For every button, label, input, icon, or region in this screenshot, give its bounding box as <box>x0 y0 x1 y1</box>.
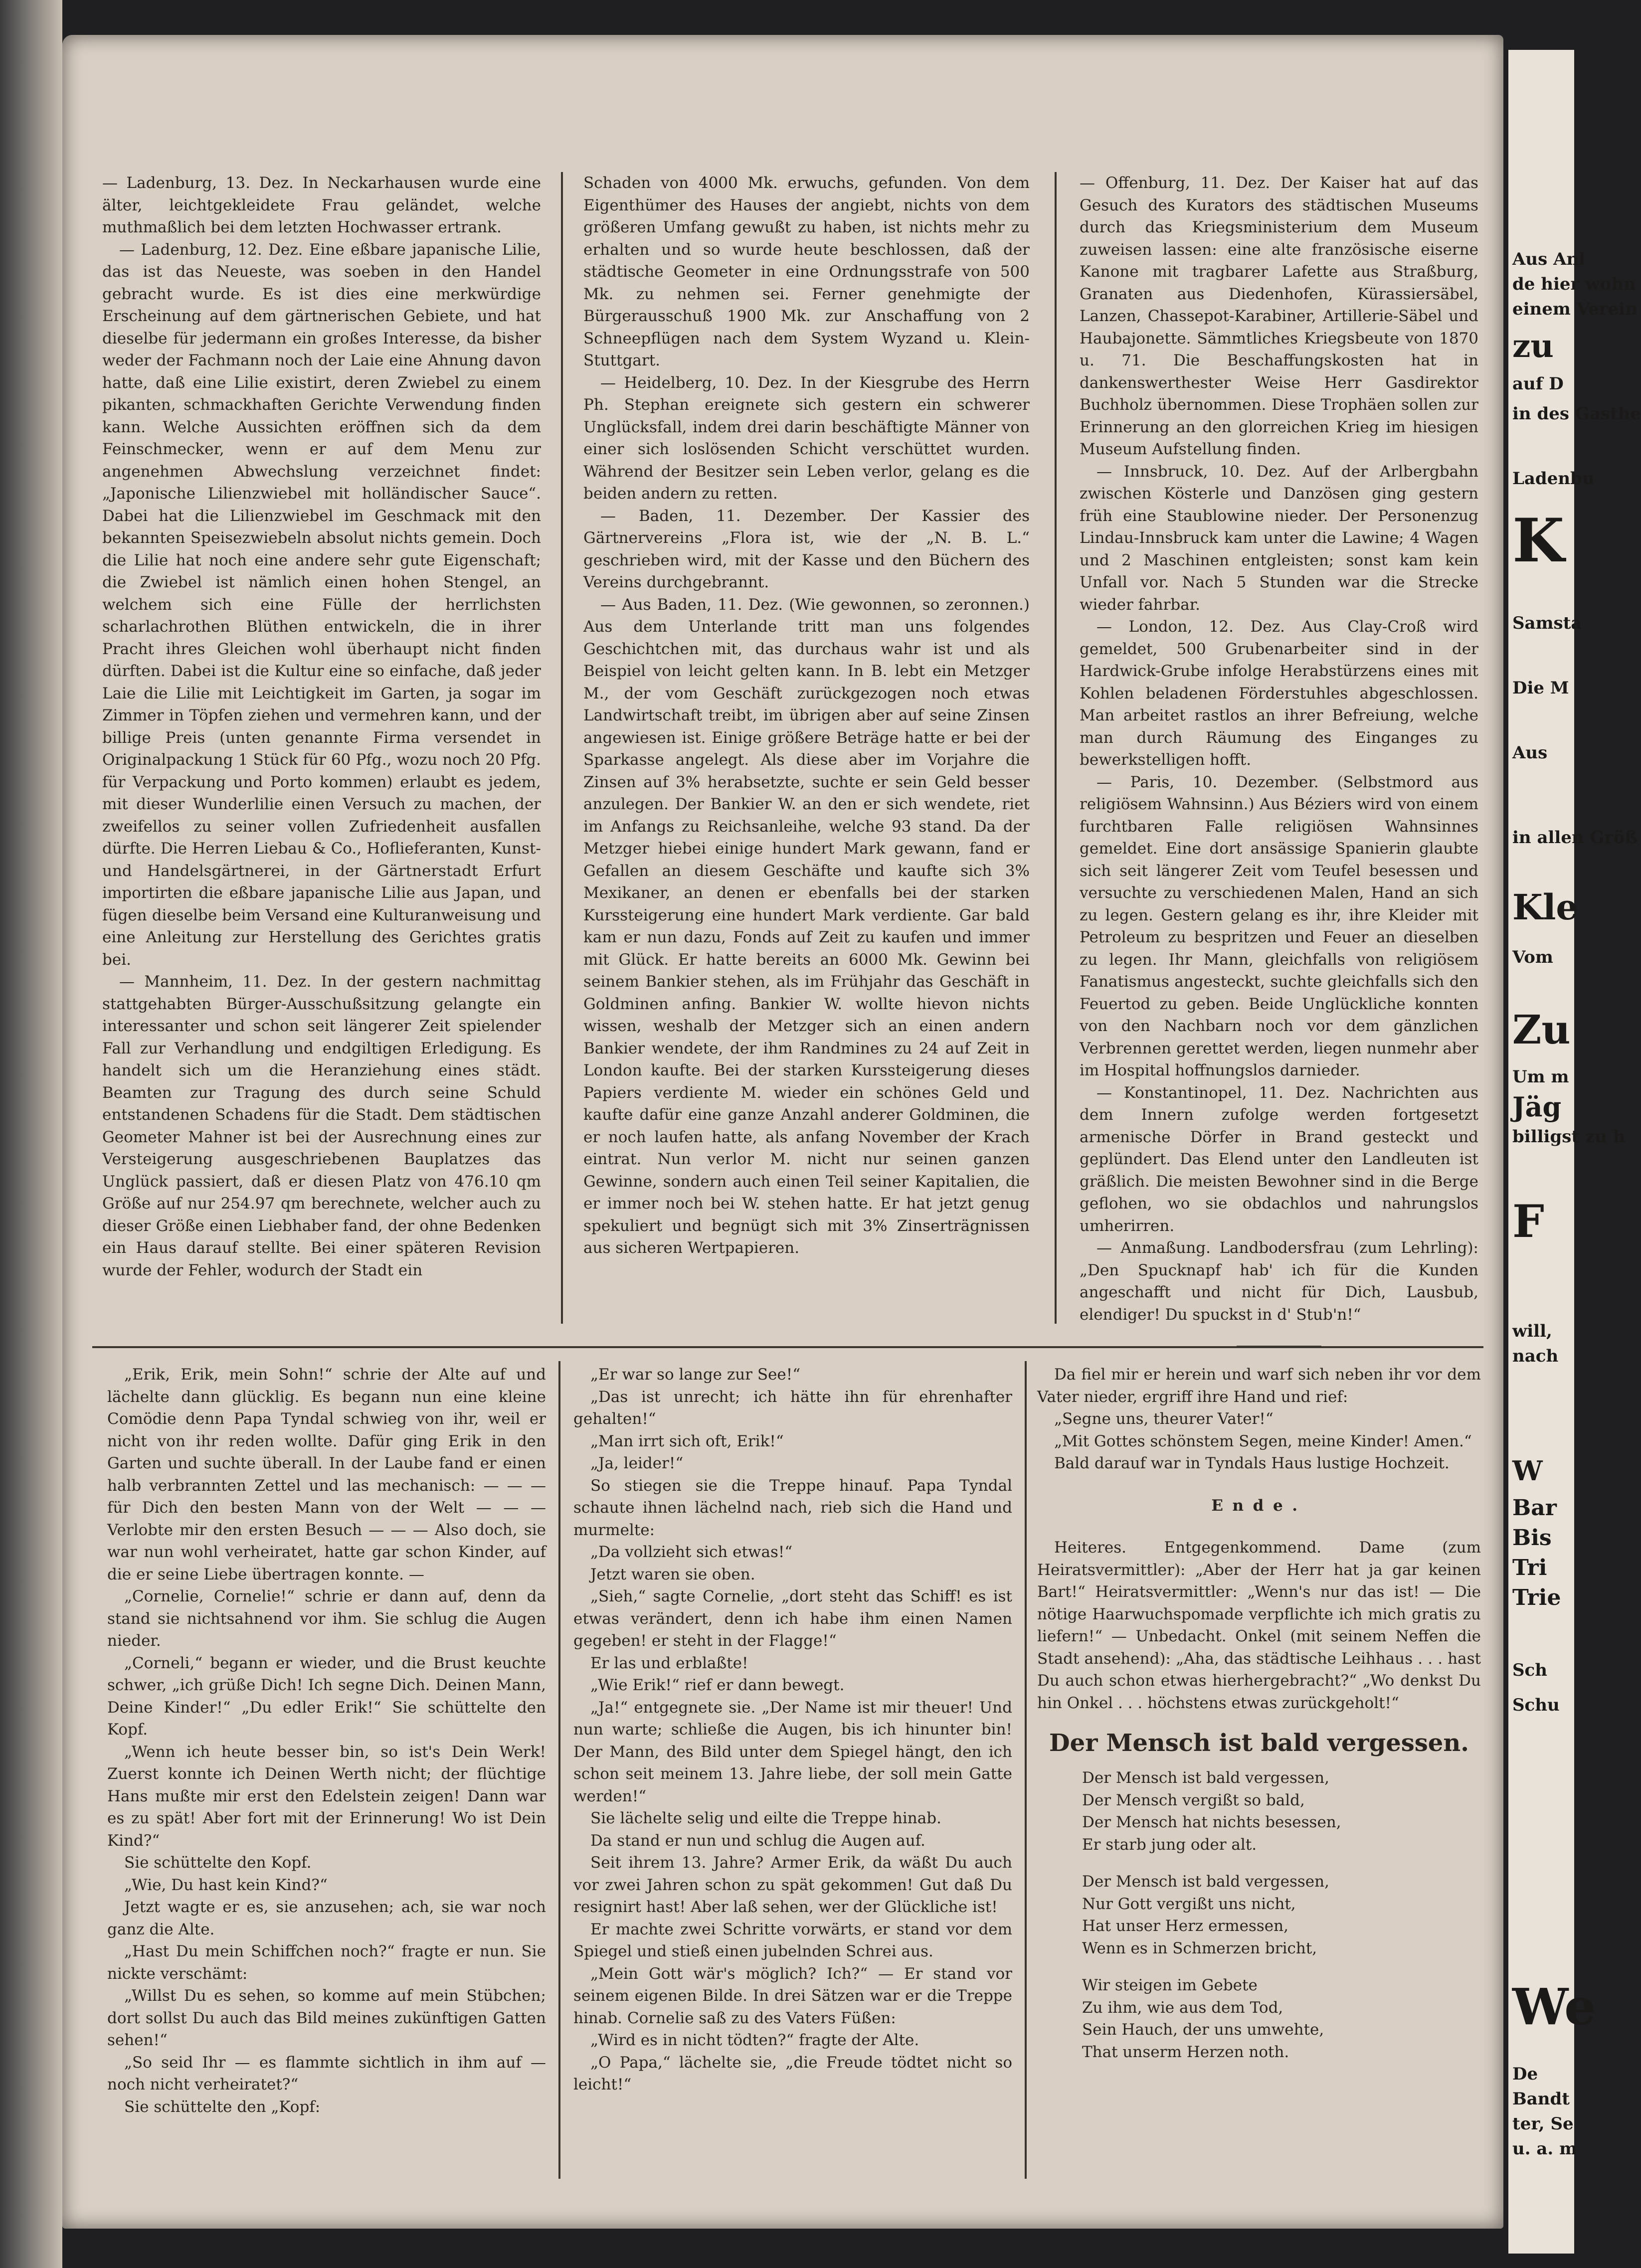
story-column-2 <box>573 1364 1012 2186</box>
adjacent-page-text: Ladenbu <box>1512 469 1595 489</box>
story-paragraph: Da fiel mir er herein und warf sich neben ihr vor dem Vater nieder, ergriff ihre Hand und rief: <box>1037 1366 1481 1406</box>
article-paris: — Paris, 10. Dezember. (Selbstmord aus religiösem Wahnsinn.) Aus Béziers wird von einem furchtbaren Falle religiösen Wahnsinnes gemeldet. Eine dort ansässige Spanierin glaubte sich seit längerer Zeit vom Teufel besessen und versuchte zu verschiedenen Malen, Hand an sich zu legen. Gestern gelang es ihr, ihre Kleider mit Petroleum zu bespritzen und Feuer an dieselben zu legen. Ihr Mann, gleichfalls von religiösem Fanatismus angesteckt, suchte gleichfalls sich den Feuertod zu geben. Beide Unglückliche konnten von den Nachbarn noch vor dem gänzlichen Verbrennen gerettet werden, liegen nunmehr aber im Hospital hoffnungslos darnieder. <box>1080 773 1478 1079</box>
adjacent-page-text: Um m <box>1512 1067 1569 1087</box>
adjacent-page-text: Sch <box>1512 1660 1547 1680</box>
poem-line: Wir steigen im Gebete <box>1082 1976 1258 1994</box>
story-paragraph: „Willst Du es sehen, so komme auf mein Stübchen; dort sollst Du auch das Bild meines zukünftigen Gatten sehen!“ <box>107 1987 546 2049</box>
adjacent-page-text: Bis <box>1512 1525 1552 1551</box>
adjacent-page-text: auf D <box>1512 374 1564 394</box>
story-paragraph: „Hast Du mein Schiffchen noch?“ fragte er nun. Sie nickte verschämt: <box>107 1942 546 1983</box>
article-innsbruck: — Innsbruck, 10. Dez. Auf der Arlbergbahn zwischen Kösterle und Danzösen ging gestern früh eine Staublowine nieder. Der Personenzug Lindau-Innsbruck kam unter die Lawine; 4 Wagen und 2 Maschinen entgleisten; sonst kam kein Unfall vor. Nach 5 Stunden war die Strecke wieder fahrbar. <box>1080 462 1478 614</box>
article-mannheim-cont: Schaden von 4000 Mk. erwuchs, gefunden. Von dem Eigenthümer des Hauses der angiebt, nichts von dem größeren Umfang gewußt zu haben, ist nichts mehr zu erhalten und so wurde heute beschlossen, daß der städtische Geometer in eine Ordnungsstrafe von 500 Mk. zu nehmen sei. Ferner genehmigte der Bürgerausschuß 1900 Mk. zur Anschaffung von 2 Schneepflügen nach dem System Wyzand u. Klein-Stuttgart. <box>583 174 1030 369</box>
article-konstantinopel: — Konstantinopel, 11. Dez. Nachrichten aus dem Innern zufolge werden fortgesetzt armenische Dörfer in Brand gesteckt und geplündert. Das Elend unter den Landleuten ist gräßlich. Die meisten Bewohner sind in die Berge geflohen, wo sie obdachlos und nahrungslos umherirren. <box>1080 1083 1478 1235</box>
adjacent-page-text: billigst zu h <box>1512 1127 1626 1147</box>
adjacent-page-text: nach <box>1512 1346 1559 1366</box>
adjacent-page-text: Jäg <box>1512 1091 1562 1123</box>
adjacent-page-text: Samsta <box>1512 613 1582 633</box>
adjacent-page-text: Zu <box>1512 1006 1571 1053</box>
book-binding <box>0 0 62 2268</box>
adjacent-page-text: Kle <box>1512 886 1578 928</box>
poem-stanza <box>1082 1871 1481 1959</box>
story-paragraph: Sie schüttelte den „Kopf: <box>124 2097 321 2116</box>
story-paragraph: Bald darauf war in Tyndals Haus lustige Hochzeit. <box>1054 1454 1450 1472</box>
column-divider <box>1055 172 1057 1324</box>
poem-line: Er starb jung oder alt. <box>1082 1835 1257 1854</box>
poem-line: Der Mensch ist bald vergessen, <box>1082 1769 1329 1787</box>
adjacent-page-text: K <box>1512 506 1565 576</box>
poem-title: Der Mensch ist bald vergessen. <box>1049 1729 1469 1757</box>
adjacent-page-text: Die M <box>1512 678 1569 698</box>
story-paragraph: „Das ist unrecht; ich hätte ihn für ehrenhafter gehalten!“ <box>573 1388 1012 1428</box>
heiteres-section: Heiteres. Entgegenkommend. Dame (zum Heiratsvermittler): „Aber der Herr hat ja gar keinen Bart!“ Heiratsvermittler: „Wenn's nur das ist! — Die nötige Haarwuchspomade verpflichte ich mich gratis zu liefern!“ — Unbedacht. Onkel (mit seinem Neffen die Stadt ansehend): „Aha, das städtische Leihhaus . . . hast Du auch schon etwas hierhergebracht?“ „Wo denkst Du hin Onkel . . . höchstens etwas zurückgeholt!“ <box>1037 1539 1481 1712</box>
article-offenburg: — Offenburg, 11. Dez. Der Kaiser hat auf das Gesuch des Kurators des städtischen Museums durch das Kriegsministerium dem Museum zuweisen lassen: eine alte französische eiserne Kanone mit tragbarer Lafette aus Straßburg, Granaten aus Diedenhofen, Kürassiersäbel, Lanzen, Chassepot-Karabiner, Artillerie-Säbel und Haubajonette. Sämmtliches Kriegsbeute von 1870 u. 71. Die Beschaffungskosten hat in dankenswerthester Weise Herr Gasdirektor Buchholz übernommen. Diese Trophäen sollen zur Erinnerung an den glorreichen Krieg im hiesigen Museum Aufstellung finden. <box>1080 174 1478 458</box>
story-paragraph: „Segne uns, theurer Vater!“ <box>1054 1410 1274 1428</box>
poem <box>1082 1767 1481 2063</box>
poem-stanza <box>1082 1974 1481 2063</box>
adjacent-page-text: zu <box>1512 328 1554 365</box>
story-end: Ende. <box>1211 1496 1307 1515</box>
adjacent-page-text: Trie <box>1512 1585 1561 1610</box>
adjacent-page-text: will, <box>1512 1321 1552 1341</box>
adjacent-page-text: ter, Se <box>1512 2114 1574 2134</box>
article-anmassung: — Anmaßung. Landbodersfrau (zum Lehrling): „Den Spucknapf hab' ich für die Kunden angeschafft und nicht für Dich, Lausbub, elendiger! Du spuckst in d' Stub'n!“ <box>1080 1239 1478 1324</box>
story-paragraph: Da stand er nun und schlug die Augen auf. <box>590 1831 925 1850</box>
article-aus-baden: — Aus Baden, 11. Dez. (Wie gewonnen, so zeronnen.) Aus dem Unterlande tritt man uns folgendes Geschichtchen mit, das durchaus wahr ist und als Beispiel von leicht gelten kann. In B. lebt ein Metzger M., der vom Geschäft zurückgezogen noch etwas Landwirtschaft treibt, im übrigen aber auf seine Zinsen angewiesen ist. Einige größere Beträge hatte er bei der Sparkasse angelegt. Als diese aber im Vorjahre die Zinsen auf 3% herabsetzte, suchte er sein Geld besser anzulegen. Der Bankier W. an den er sich wendete, riet im Anfangs zu Reichsanleihe, welche 93 stand. Da der Metzger hiebei einige hundert Mark gewann, fand er Gefallen an diesem Geschäfte und kaufte sich 3% Mexikaner, an denen er ebenfalls bei der starken Kurssteigerung eine hundert Mark verdiente. Gar bald kam er nun dazu, Fonds auf Zeit zu kaufen und immer mit Glück. Er hatte bereits an 6000 Mk. Gewinn bei seinem Bankier stehen, als im Frühjahr das Geschäft in Goldminen anfing. Bankier W. wollte hievon nichts wissen, weshalb der Metzger sich an einen andern Bankier wendete, der ihm Randmines zu 24 auf Zeit in London kaufte. Bei der starken Kurssteigerung dieses Papiers verdiente M. wieder ein schönes Geld und kaufte dafür eine ganze Anzahl anderer Goldminen, die er noch laufen hatte, als anfang November der Krach eintrat. Nun verlor M. nicht nur seinen ganzen Gewinne, sondern auch einen Teil seiner Kapitalien, die er immer noch bei W. stehen hatte. Er hat jetzt genug spekuliert und begnügt sich mit 3% Zinserträgnissen aus sicheren Wertpapieren. <box>583 595 1030 1257</box>
column-divider <box>561 172 563 1324</box>
story-paragraph: „Da vollzieht sich etwas!“ <box>590 1543 793 1561</box>
top-column-1 <box>102 172 541 1341</box>
story-paragraph: Er machte zwei Schritte vorwärts, er stand vor dem Spiegel und stieß einen jubelnden Schrei aus. <box>573 1920 1012 1960</box>
story-paragraph: „Cornelie, Cornelie!“ schrie er dann auf, denn da stand sie nichtsahnend vor ihm. Sie schlug die Augen nieder. <box>107 1587 546 1650</box>
poem-line: Der Mensch ist bald vergessen, <box>1082 1873 1329 1891</box>
story-paragraph: „Er war so lange zur See!“ <box>590 1366 801 1384</box>
story-paragraph: „Mein Gott wär's möglich? Ich?“ — Er stand vor seinem eigenen Bilde. In drei Sätzen war er die Treppe hinab. Cornelie saß zu des Vaters Füßen: <box>573 1964 1012 2027</box>
poem-line: Zu ihm, wie aus dem Tod, <box>1082 1998 1283 2017</box>
story-paragraph: „Mit Gottes schönstem Segen, meine Kinder! Amen.“ <box>1054 1432 1472 1450</box>
adjacent-page-text: Vom <box>1512 947 1553 967</box>
column-divider <box>558 1361 560 2179</box>
article-london: — London, 12. Dez. Aus Clay-Croß wird gemeldet, 500 Grubenarbeiter sind in der Hardwick-Grube infolge Herabstürzens eines mit Kohlen beladenen Förderstuhles abgeschlossen. Man arbeitet rastlos an ihrer Befreiung, welche man durch Räumung des Einganges zu bewerkstelligen hofft. <box>1080 618 1478 769</box>
story-paragraph: „Wie, Du hast kein Kind?“ <box>124 1876 328 1894</box>
column-divider <box>1025 1361 1027 2179</box>
adjacent-page-text: einem Verein <box>1512 299 1638 319</box>
adjacent-page-text: u. a. m <box>1512 2139 1578 2159</box>
adjacent-page-text: Bar <box>1512 1495 1557 1521</box>
top-column-3 <box>1080 172 1478 1324</box>
story-paragraph: „O Papa,“ lächelte sie, „die Freude tödtet nicht so leicht!“ <box>573 2053 1012 2094</box>
story-paragraph: „Wie Erik!“ rief er dann bewegt. <box>590 1676 845 1694</box>
adjacent-page-text: Aus <box>1512 743 1548 763</box>
story-paragraph: „Ja, leider!“ <box>590 1454 684 1472</box>
article-baden: — Baden, 11. Dezember. Der Kassier des Gärtnervereins „Flora ist, wie der „N. B. L.“ geschrieben wird, mit der Kasse und den Büchern des Vereins durchgebrannt. <box>583 507 1030 591</box>
story-paragraph: Jetzt waren sie oben. <box>590 1565 755 1583</box>
adjacent-page <box>1508 50 1641 2254</box>
story-column-1 <box>107 1364 546 2186</box>
poem-line: Der Mensch vergißt so bald, <box>1082 1791 1305 1809</box>
story-paragraph: Sie lächelte selig und eilte die Treppe hinab. <box>590 1809 941 1827</box>
poem-stanza <box>1082 1767 1481 1856</box>
poem-line: That unserm Herzen noth. <box>1082 2043 1289 2061</box>
article-ladenburg-13: — Ladenburg, 13. Dez. In Neckarhausen wurde eine älter, leichtgekleidete Frau geländet, welche muthmaßlich bei dem letzten Hochwasser ertrank. <box>102 174 541 236</box>
adjacent-page-text: Aus Anl <box>1512 249 1586 269</box>
article-heidelberg: — Heidelberg, 10. Dez. In der Kiesgrube des Herrn Ph. Stephan ereignete sich gestern ein schwerer Unglücksfall, indem drei darin beschäftigte Männer von einer sich loslösenden Schicht verschüttet wurden. Während der Besitzer sein Leben verlor, gelang es die beiden andern zu retten. <box>583 373 1030 503</box>
poem-line: Sein Hauch, der uns umwehte, <box>1082 2021 1324 2039</box>
story-paragraph: Er las und erblaßte! <box>590 1654 748 1672</box>
adjacent-page-text: Tri <box>1512 1555 1547 1580</box>
poem-line: Nur Gott vergißt uns nicht, <box>1082 1895 1296 1913</box>
adjacent-page-text: de hier wohn <box>1512 274 1636 294</box>
article-mannheim: — Mannheim, 11. Dez. In der gestern nachmittag stattgehabten Bürger-Ausschußsitzung gelangte ein interessanter und schon seit längerer Zeit spielender Fall zur Verhandlung und endgiltigen Erledigung. Es handelt sich um die Heranziehung eines städt. Beamten zur Tragung des durch seine Schuld entstandenen Schadens für die Stadt. Dem städtischen Geometer Mahner ist bei der Ausrechnung eines zur Versteigerung ausgeschriebenen Bauplatzes das Unglück passiert, daß er diesen Platz von 476.10 qm Größe auf nur 254.97 qm berechnete, welcher auch zu dieser Größe einen Liebhaber fand, der ohne Bedenken ein Haus darauf stellte. Bei einer späteren Revision wurde der Fehler, wodurch der Stadt ein <box>102 973 541 1279</box>
story-paragraph: Jetzt wagte er es, sie anzusehen; ach, sie war noch ganz die Alte. <box>107 1898 546 1938</box>
story-paragraph: Seit ihrem 13. Jahre? Armer Erik, da wäßt Du auch vor zwei Jahren schon zu spät gekommen! Gut daß Du resignirt hast! Aber laß sehen, wer der Glückliche ist! <box>573 1854 1012 1916</box>
adjacent-page-text: Bandt <box>1512 2089 1570 2109</box>
poem-line: Wenn es in Schmerzen bricht, <box>1082 1939 1317 1957</box>
article-ladenburg-12: — Ladenburg, 12. Dez. Eine eßbare japanische Lilie, das ist das Neueste, was soeben in den Handel gebracht wurde. Es ist dies eine merkwürdige Erscheinung auf dem gärtnerischen Gebiete, und hat dieselbe für jedermann ein großes Interesse, da bisher weder der Fachmann noch der Laie eine Ahnung davon hatte, daß eine Lilie existirt, deren Zwiebel zu einem pikanten, schmackhaften Gerichte Verwendung finden kann. Welche Aussichten eröffnen sich da dem Feinschmecker, wenn er auf dem Menu zur angenehmen Abwechslung verzeichnet findet: „Japonische Lilienzwiebel mit holländischer Sauce“. Dabei hat die Lilienzwiebel im Geschmack mit den bekannten Speisezwiebeln absolut nichts gemein. Doch die Lilie hat noch eine andere sehr gute Eigenschaft; die Zwiebel ist nämlich einen hohen Stengel, an welchem sich eine Fülle der herrlichsten scharlachrothen Blüthen entwickeln, die in ihrer Pracht ihres Gleichen wohl überhaupt nicht finden dürften. Dabei ist die Kultur eine so einfache, daß jeder Laie die Lilie mit Leichtigkeit im Garten, ja sogar im Zimmer in Töpfen ziehen und vermehren kann, und der billige Preis (unten genannte Firma versendet in Originalpackung 1 Stück für 60 Pfg., wozu noch 20 Pfg. für Verpackung und Porto kommen) erlaubt es jedem, mit dieser Wunderlilie einen Versuch zu machen, der zweifellos zu seiner vollen Zufriedenheit ausfallen dürfte. Die Herren Liebau & Co., Hoflieferanten, Kunst- und Handelsgärtnerei, in der Gärtnerstadt Erfurt importirten die eßbare japanische Lilie aus Japan, und fügen dieselbe beim Versand eine Kulturanweisung und eine Anleitung zur Herstellung des Gerichtes gratis bei. <box>102 240 541 969</box>
section-divider <box>92 1346 1483 1348</box>
adjacent-page-text: De <box>1512 2064 1538 2084</box>
adjacent-page-text: W <box>1512 1455 1543 1487</box>
poem-line: Hat unser Herz ermessen, <box>1082 1917 1288 1935</box>
adjacent-page-text: F <box>1512 1195 1544 1248</box>
story-paragraph: „Erik, Erik, mein Sohn!“ schrie der Alte auf und lächelte dann glücklig. Es begann nun eine kleine Comödie denn Papa Tyndal schwieg von ihr, weil er nicht von ihr reden wollte. Dafür ging Erik in den Garten und suchte überall. In der Laube fand er einen halb verbrannten Zettel und las mechanisch: — — — für Dich den besten Mann von der Welt — — — Verlobte mir den ersten Besuch — — — Also doch, sie war nun wohl verheiratet, hatte gar schon Kinder, auf die er seine Liebe übertragen konnte. — <box>107 1366 546 1583</box>
adjacent-page-text: Schu <box>1512 1695 1560 1715</box>
story-column-3 <box>1037 1364 1481 2186</box>
story-paragraph: „Wenn ich heute besser bin, so ist's Dein Werk! Zuerst konnte ich Deinen Werth nicht; der flüchtige Hans mußte mir erst den Edelstein zeigen! Dann war es zu spät! Aber fort mit der Erinnerung! Wo ist Dein Kind?“ <box>107 1743 546 1850</box>
story-paragraph: „Ja!“ entgegnete sie. „Der Name ist mir theuer! Und nun warte; schließe die Augen, bis ich hinunter bin! Der Mann, des Bild unter dem Spiegel hängt, den ich schon seit meinem 13. Jahre liebe, der soll mein Gatte werden!“ <box>573 1698 1012 1805</box>
adjacent-page-text: in allen Größ <box>1512 828 1638 848</box>
top-column-2 <box>583 172 1030 1341</box>
story-paragraph: „Wird es in nicht tödten?“ fragte der Alte. <box>590 2031 919 2049</box>
adjacent-page-text: in des Gasthe <box>1512 404 1641 424</box>
story-paragraph: „Sieh,“ sagte Cornelie, „dort steht das Schiff! es ist etwas verändert, denn ich habe ihm einen Namen gegeben! er steht in der Flagge!“ <box>573 1587 1012 1650</box>
story-paragraph: „Man irrt sich oft, Erik!“ <box>590 1432 784 1450</box>
story-paragraph: „Corneli,“ begann er wieder, und die Brust keuchte schwer, „ich grüße Dich! Ich segne Dich. Deinen Mann, Deine Kinder!“ „Du edler Erik!“ Sie schüttelte den Kopf. <box>107 1654 546 1739</box>
story-paragraph: So stiegen sie die Treppe hinauf. Papa Tyndal schaute ihnen lächelnd nach, rieb sich die Hand und murmelte: <box>573 1476 1012 1539</box>
story-paragraph: „So seid Ihr — es flammte sichtlich in ihm auf — noch nicht verheiratet?“ <box>107 2053 546 2094</box>
story-paragraph: Sie schüttelte den Kopf. <box>124 1854 312 1872</box>
poem-line: Der Mensch hat nichts besessen, <box>1082 1813 1341 1831</box>
adjacent-page-text: We <box>1512 1977 1596 2036</box>
